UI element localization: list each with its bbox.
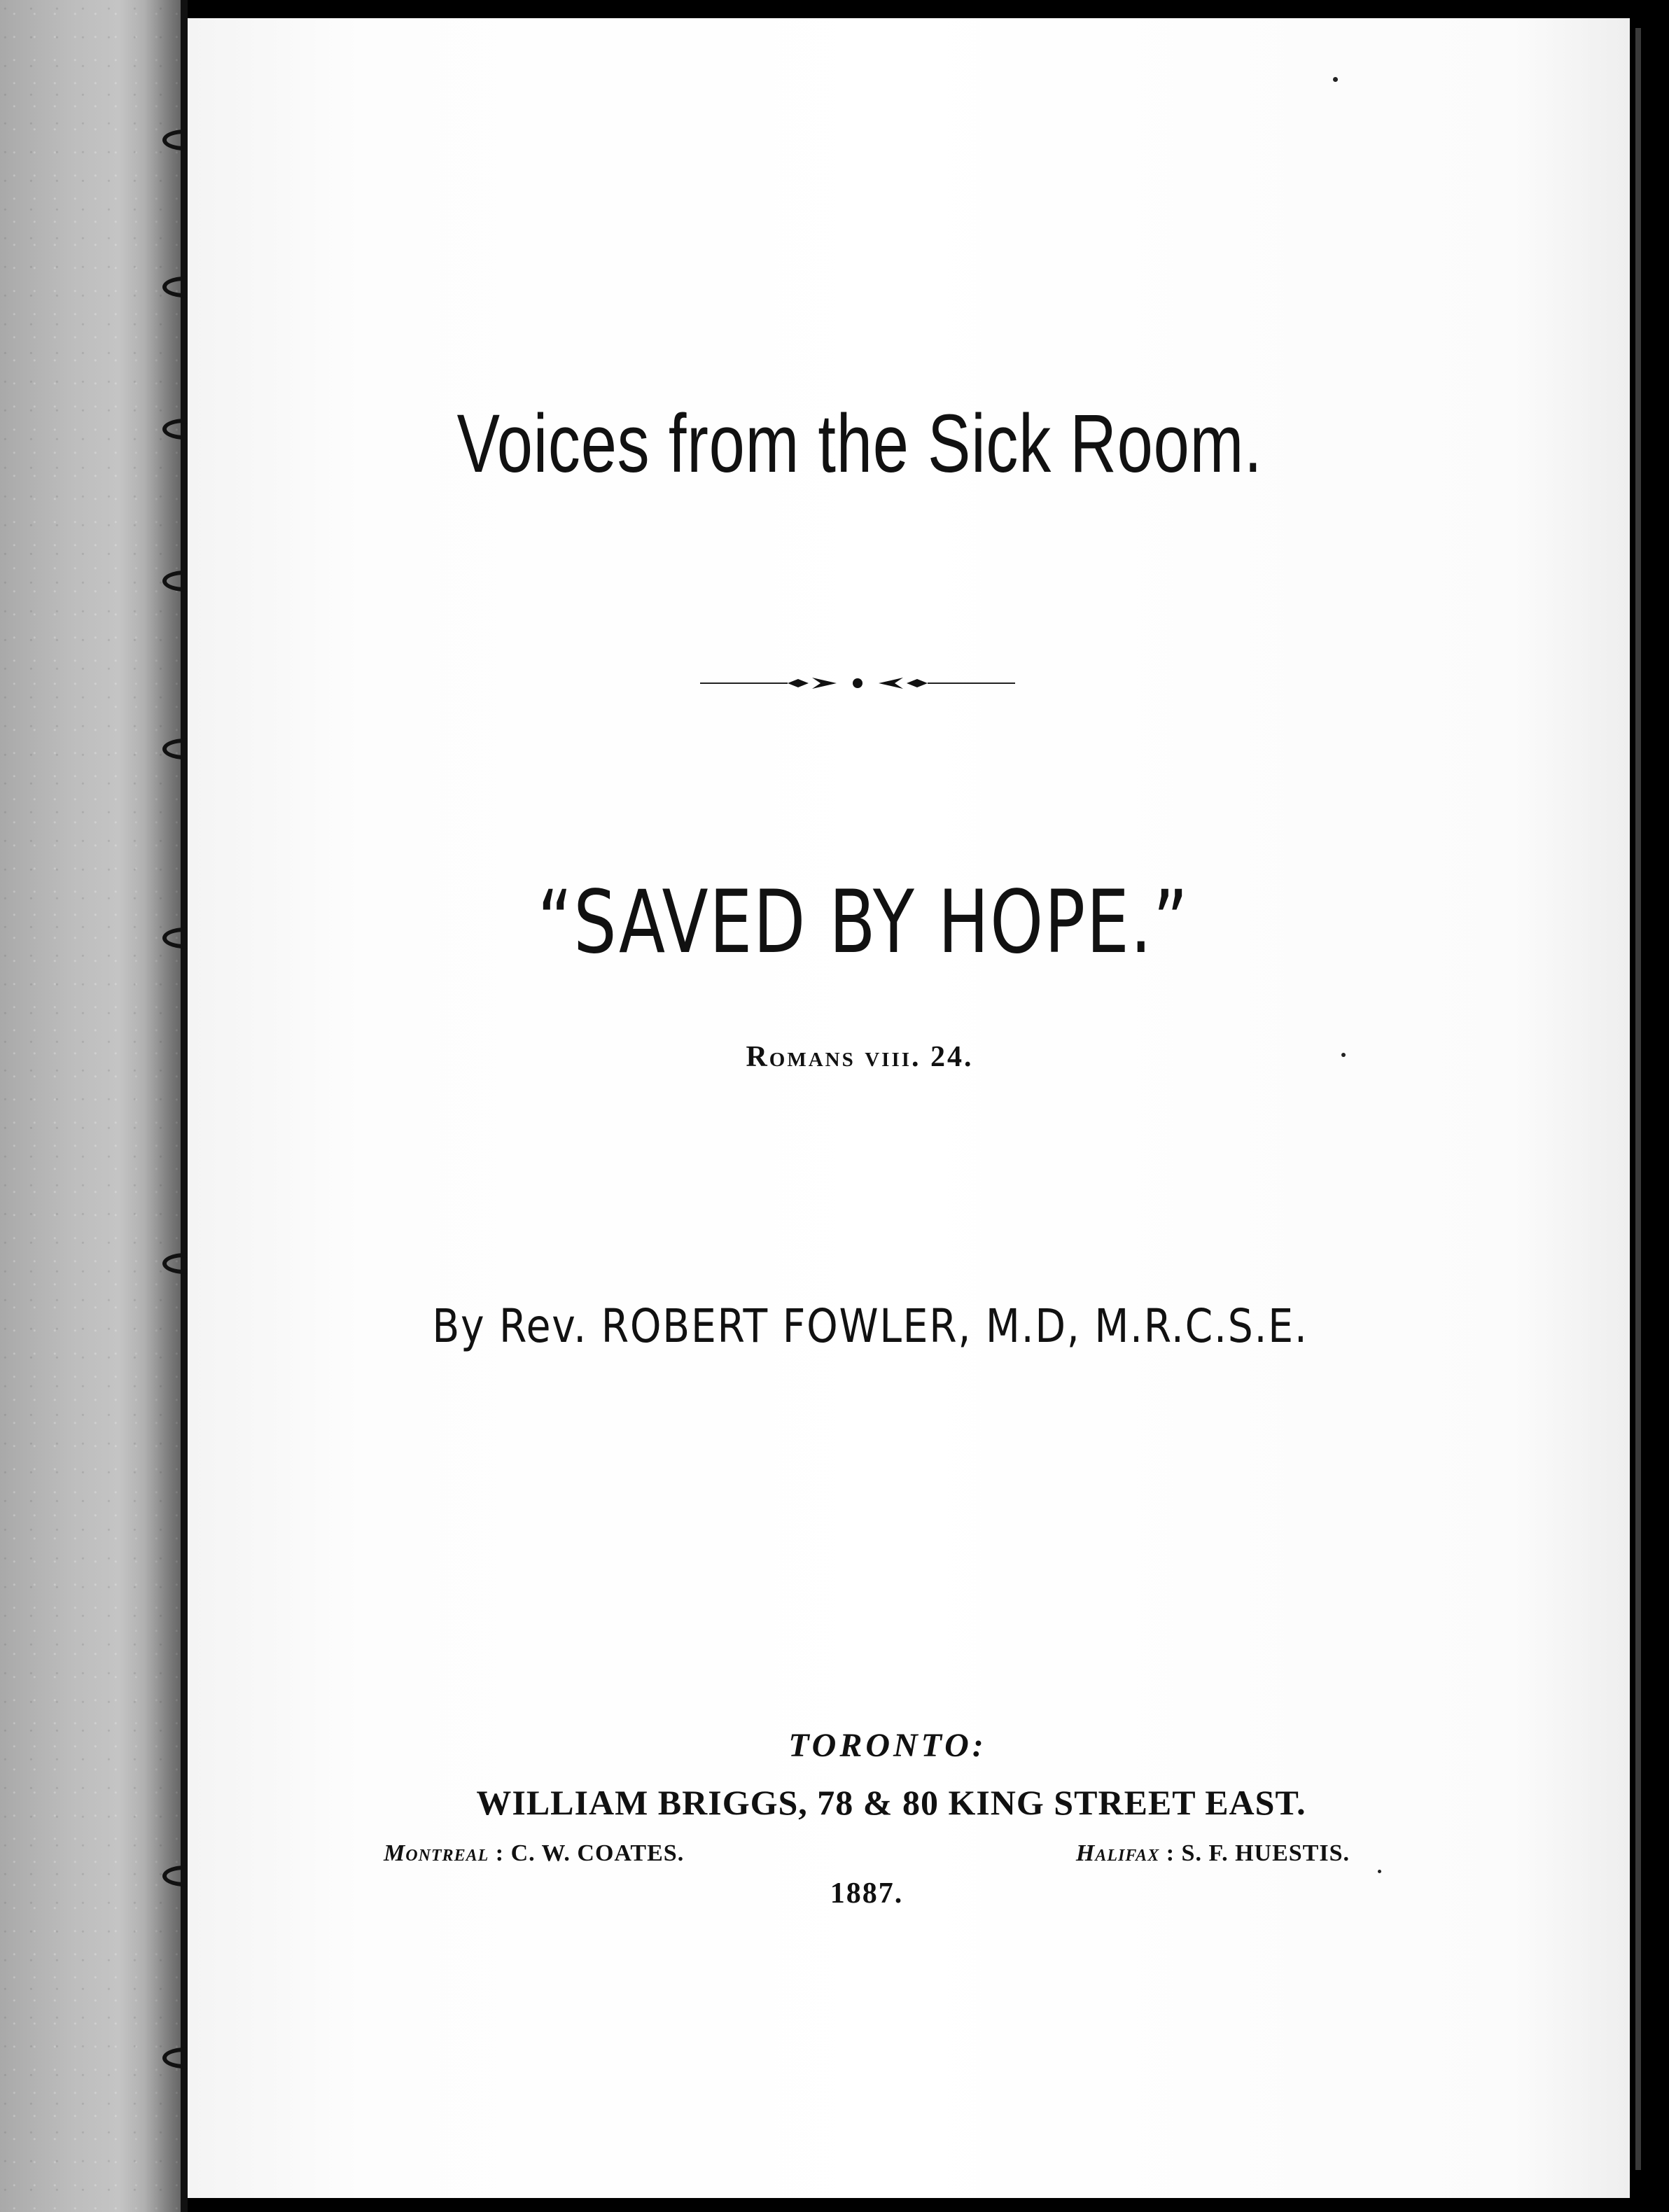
distributor-montreal [384, 1840, 684, 1867]
author-line: By Rev. ROBERT FOWLER, M.D, M.R.C.S.E. [432, 1299, 1308, 1353]
page [188, 18, 1630, 2198]
paper-speck [1333, 77, 1338, 82]
paper-speck [1378, 1870, 1381, 1873]
imprint-city: TORONTO: [788, 1727, 987, 1764]
paper-speck [1341, 1053, 1346, 1057]
distributor-separator: : [1166, 1840, 1182, 1866]
imprint-year: 1887. [830, 1877, 904, 1910]
distributor-halifax [1076, 1840, 1350, 1867]
book-title: Voices from the Sick Room. [456, 398, 1263, 490]
scripture-reference: Romans viii. 24. [746, 1041, 974, 1073]
distributor-agent: S. F. HUESTIS. [1181, 1840, 1350, 1866]
distributor-city: Montreal [384, 1840, 489, 1866]
distributor-city: Halifax [1075, 1840, 1160, 1866]
imprint-distributors [384, 1840, 1350, 1867]
imprint-publisher: WILLIAM BRIGGS, 78 & 80 KING STREET EAST. [476, 1783, 1306, 1822]
distributor-agent: C. W. COATES. [510, 1840, 685, 1866]
decorative-rule-ornament [700, 669, 1015, 697]
book-subtitle: “SAVED BY HOPE.” [537, 872, 1189, 973]
distributor-separator: : [495, 1840, 511, 1866]
right-page-edge [1630, 0, 1669, 2212]
